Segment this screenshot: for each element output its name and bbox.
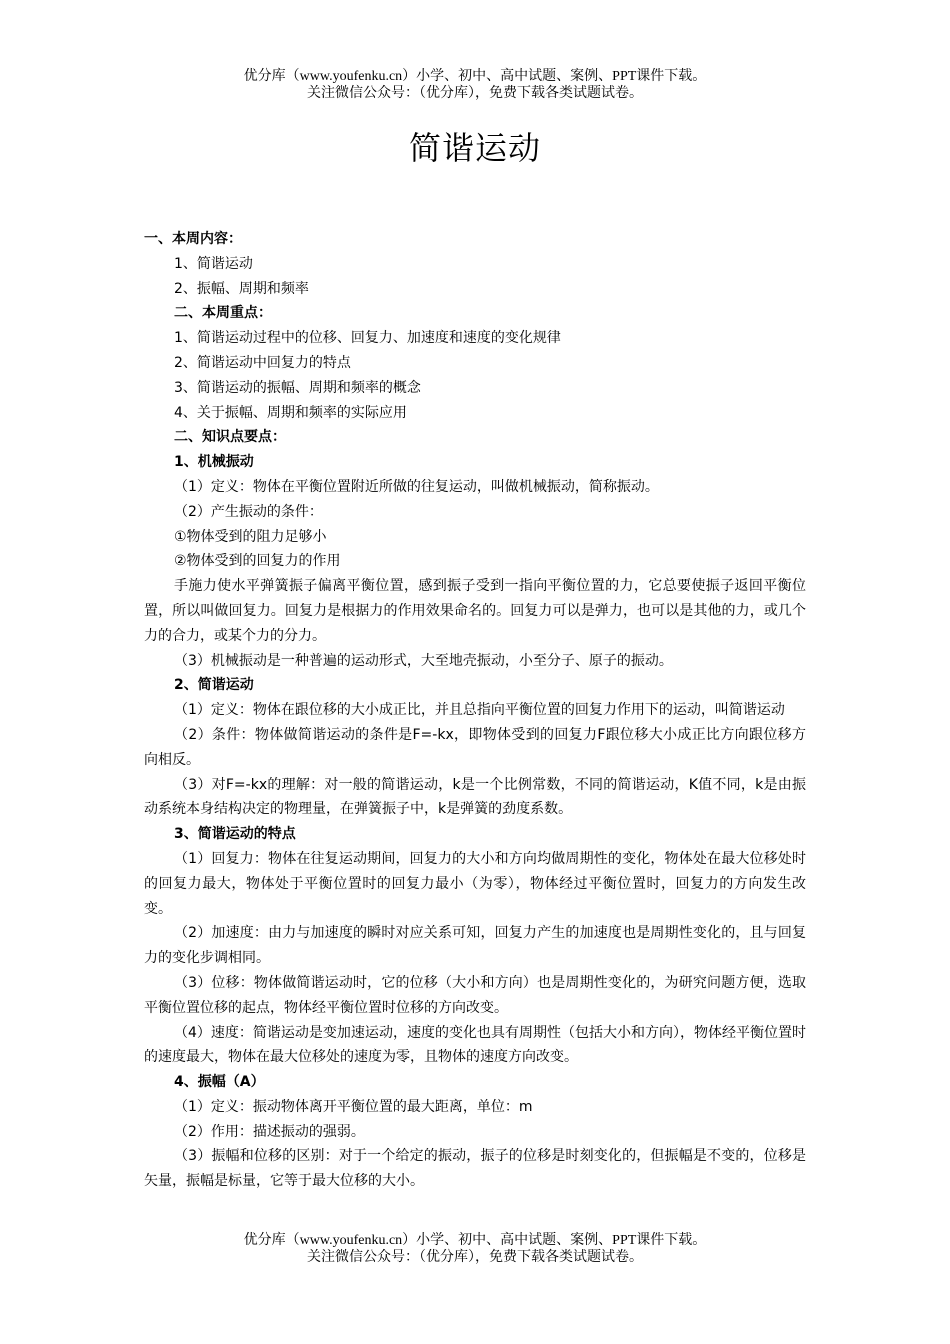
- paragraph: （1）定义：振动物体离开平衡位置的最大距离，单位：m: [174, 1098, 533, 1115]
- document-title: 简谐运动: [408, 129, 541, 167]
- list-item: 3、简谐运动的振幅、周期和频率的概念: [174, 379, 421, 396]
- header-line-2: 关注微信公众号：（优分库），免费下载各类试题试卷。: [307, 86, 643, 101]
- section-heading: 二、知识点要点：: [174, 429, 286, 446]
- page-footer: [0, 1232, 950, 1266]
- footer-line-2: 关注微信公众号：（优分库），免费下载各类试题试卷。: [307, 1250, 643, 1265]
- list-item: 1、简谐运动过程中的位移、回复力、加速度和速度的变化规律: [174, 330, 561, 347]
- list-item: 2、简谐运动中回复力的特点: [174, 354, 351, 371]
- list-item: 2、振幅、周期和频率: [174, 280, 309, 297]
- subsection-heading: 3、简谐运动的特点: [174, 826, 296, 843]
- paragraph: （2）作用：描述振动的强弱。: [174, 1123, 365, 1140]
- paragraph: 手施力使水平弹簧振子偏离平衡位置，感到振子受到一指向平衡位置的力，它总要使振子返回平衡位置，所以叫做回复力。回复力是根据力的作用效果命名的。回复力可以是弹力，也可以是其他的力，或几个力的合力，或某个力的分力。: [144, 578, 806, 644]
- document-body: [144, 227, 806, 1194]
- list-item: 4、关于振幅、周期和频率的实际应用: [174, 404, 407, 421]
- subsection-heading: 1、机械振动: [174, 454, 254, 471]
- header-line-1: 优分库（www.youfenku.cn）小学、初中、高中试题、案例、PPT课件下载。: [243, 69, 707, 84]
- paragraph: （3）位移：物体做简谐运动时，它的位移（大小和方向）也是周期性变化的，为研究问题方便，选取平衡位置位移的起点，物体经平衡位置时位移的方向改变。: [144, 974, 806, 1016]
- paragraph: （3）机械振动是一种普遍的运动形式，大至地壳振动，小至分子、原子的振动。: [174, 652, 673, 669]
- paragraph: （1）定义：物体在平衡位置附近所做的往复运动，叫做机械振动，简称振动。: [174, 478, 659, 495]
- paragraph: ②物体受到的回复力的作用: [174, 553, 341, 570]
- paragraph: （4）速度：简谐运动是变加速运动，速度的变化也具有周期性（包括大小和方向），物体经平衡位置时的速度最大，物体在最大位移处的速度为零，且物体的速度方向改变。: [144, 1024, 806, 1066]
- paragraph: （3）对F=-kx的理解：对一般的简谐运动，k是一个比例常数，不同的简谐运动，K值不同，k是由振动系统本身结构决定的物理量，在弹簧振子中，k是弹簧的劲度系数。: [144, 776, 806, 818]
- section-heading: 一、本周内容：: [144, 231, 242, 247]
- section-heading: 二、本周重点：: [174, 305, 272, 322]
- paragraph: （2）产生振动的条件：: [174, 503, 323, 520]
- footer-line-1: 优分库（www.youfenku.cn）小学、初中、高中试题、案例、PPT课件下载。: [243, 1233, 707, 1248]
- paragraph: （2）加速度：由力与加速度的瞬时对应关系可知，回复力产生的加速度也是周期性变化的，且与回复力的变化步调相同。: [144, 925, 806, 967]
- subsection-heading: 2、简谐运动: [174, 677, 254, 694]
- paragraph: （1）回复力：物体在往复运动期间，回复力的大小和方向均做周期性的变化，物体处在最大位移处时的回复力最大，物体处于平衡位置时的回复力最小（为零），物体经过平衡位置时，回复力的方向发生改变。: [144, 850, 806, 917]
- subsection-heading: 4、振幅（A）: [174, 1074, 265, 1091]
- paragraph: （2）条件：物体做简谐运动的条件是F=-kx，即物体受到的回复力F跟位移大小成正比方向跟位移方向相反。: [144, 726, 806, 768]
- paragraph: ①物体受到的阻力足够小: [174, 528, 327, 545]
- list-item: 1、简谐运动: [174, 255, 253, 272]
- page-header: [0, 68, 950, 102]
- paragraph: （3）振幅和位移的区别：对于一个给定的振动，振子的位移是时刻变化的，但振幅是不变的，位移是矢量，振幅是标量，它等于最大位移的大小。: [144, 1148, 806, 1190]
- paragraph: （1）定义：物体在跟位移的大小成正比，并且总指向平衡位置的回复力作用下的运动，叫简谐运动: [174, 702, 785, 719]
